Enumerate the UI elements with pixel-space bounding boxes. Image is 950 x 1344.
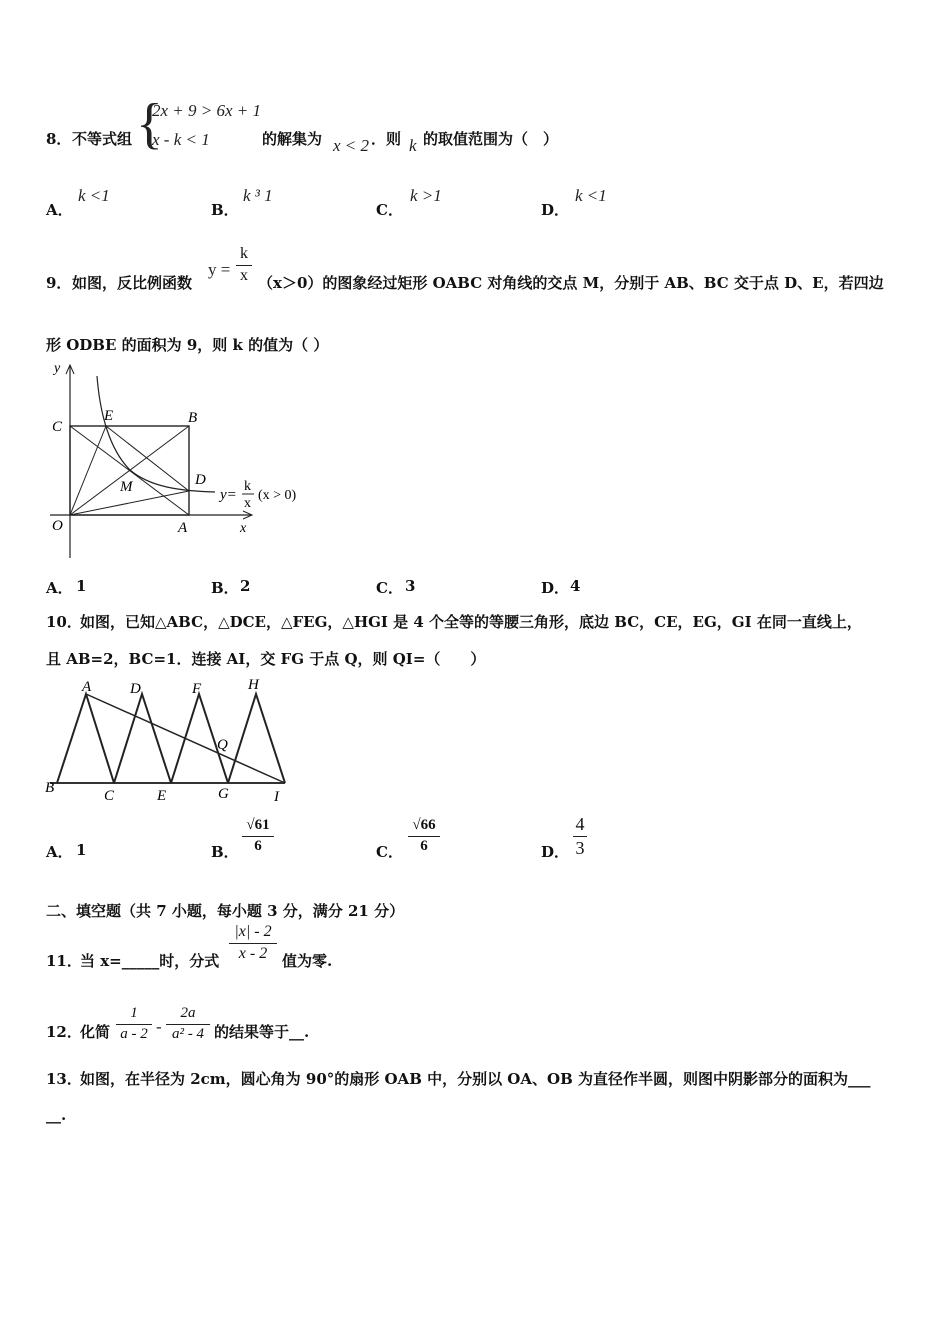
q8-stem-d: 的取值范围为（ ）: [423, 130, 559, 148]
q9-option-c-value: 3: [405, 577, 416, 595]
q10-option-b-denominator: 6: [254, 837, 262, 854]
q10-option-d-label: D．: [541, 843, 570, 861]
q9-curve-y: y=: [220, 487, 237, 503]
q9-figure: [40, 360, 320, 565]
q12-fraction-1-numerator: 1: [130, 1005, 138, 1021]
q10-option-d-denominator: 3: [575, 837, 585, 858]
q10-label-f: F: [192, 681, 202, 697]
q11-stem-a: 当 x=_____时，分式: [80, 952, 220, 970]
q8-option-d-label: D．: [541, 201, 570, 219]
q9-func-bar: [236, 265, 252, 266]
q11-stem-b: 值为零.: [282, 952, 333, 970]
q13-line-2: __.: [46, 1106, 67, 1124]
q12-fraction-2: [166, 1006, 210, 1043]
q9-stem-c: 形 ODBE 的面积为 9，则 k 的值为（ ）: [46, 336, 329, 354]
q10-option-c-numerator: √66: [412, 817, 436, 833]
q10-option-b-bar: [242, 836, 274, 837]
q11-bar: [229, 943, 277, 944]
q10-stem-a: 如图，已知△ABC，△DCE，△FEG，△HGI 是 4 个全等的等腰三角形，底边 BC，CE，EG，GI 在同一直线上，: [80, 613, 862, 631]
section-2-heading: 二、填空题（共 7 小题，每小题 3 分，满分 21 分）: [46, 902, 405, 920]
q12-fraction-2-denominator: a² - 4: [172, 1025, 204, 1042]
q9-option-c-label: C．: [376, 579, 403, 597]
q12-number: 12．: [46, 1023, 82, 1041]
q9-label-c: C: [52, 419, 63, 435]
q11-numerator: |x| - 2: [234, 923, 272, 940]
q9-func-y: y =: [208, 260, 231, 279]
q10-option-d-bar: [573, 836, 587, 837]
q10-option-b-numerator: √61: [246, 817, 270, 833]
q13-number: 13．: [46, 1070, 82, 1088]
q8-brace: {: [136, 93, 163, 155]
q9-label-e: E: [104, 408, 114, 424]
q8-option-c-expr: k >1: [410, 186, 442, 205]
q9-curve-domain: (x > 0): [258, 488, 297, 503]
q8-stem-a: 不等式组: [72, 130, 133, 148]
q10-option-d-fraction: [573, 815, 587, 858]
q12-fraction-1-denominator: a - 2: [120, 1025, 148, 1042]
q9-option-b-value: 2: [240, 577, 251, 595]
q11-denominator: x - 2: [238, 944, 268, 962]
q10-option-c-denominator: 6: [420, 837, 428, 854]
q9-func-numerator: k: [240, 245, 248, 262]
q8-option-b-label: B．: [211, 201, 239, 219]
q9-label-o: O: [52, 518, 63, 534]
q11-number: 11．: [46, 952, 82, 970]
q10-label-i: I: [274, 789, 279, 805]
q9-option-d-label: D．: [541, 579, 570, 597]
q8-stem-b: 的解集为: [262, 130, 323, 148]
q8-var-k: k: [409, 136, 417, 155]
q8-inequality-1: 2x + 9 > 6x + 1: [152, 101, 262, 120]
q10-label-c: C: [104, 788, 115, 804]
q13-line-1: 如图，在半径为 2cm，圆心角为 90°的扇形 OAB 中，分别以 OA、OB 为直径作半圆，则图中阴影部分的面积为___: [80, 1070, 871, 1088]
q8-option-c-label: C．: [376, 201, 403, 219]
q10-option-a-label: A．: [46, 843, 73, 861]
q10-option-c-label: C．: [376, 843, 403, 861]
q8-option-a-expr: k <1: [78, 186, 110, 205]
q9-label-x: x: [240, 521, 247, 536]
q9-label-b: B: [188, 410, 198, 426]
q10-option-c-fraction: [408, 818, 440, 855]
q12-stem-a: 化简: [80, 1023, 111, 1041]
q9-curve-denominator: x: [244, 496, 251, 511]
q9-option-b-label: B．: [211, 579, 239, 597]
q12-stem-b: 的结果等于__.: [214, 1023, 310, 1041]
q8-number: 8．: [46, 130, 72, 148]
q9-label-m: M: [120, 479, 133, 495]
q11-fraction: [229, 924, 277, 963]
q8-inequality-2: x - k < 1: [152, 130, 210, 149]
q10-label-q: Q: [217, 737, 228, 753]
q10-label-g: G: [218, 786, 229, 802]
q9-func-fraction: [236, 246, 252, 285]
q12-fraction-2-bar: [166, 1024, 210, 1025]
q10-number: 10．: [46, 613, 82, 631]
q12-fraction-2-numerator: 2a: [180, 1005, 196, 1021]
q8-option-b-expr: k ³ 1: [243, 186, 273, 205]
q10-label-e: E: [157, 788, 167, 804]
q12-minus: -: [156, 1017, 162, 1036]
q10-option-b-fraction: [242, 818, 274, 855]
q9-option-a-label: A．: [46, 579, 73, 597]
q10-label-d: D: [130, 681, 141, 697]
q10-triangle-dce: [114, 694, 171, 783]
q9-option-d-value: 4: [570, 577, 581, 595]
q10-option-b-label: B．: [211, 843, 239, 861]
q10-triangle-abc: [57, 694, 114, 783]
q9-stem-a: 如图，反比例函数: [72, 274, 193, 292]
q10-line-ai: [86, 694, 285, 783]
q10-label-b: B: [45, 780, 55, 796]
q9-func-denominator: x: [240, 266, 248, 284]
q12-fraction-1: [116, 1006, 152, 1043]
q8-solution: x < 2: [333, 136, 370, 155]
q9-stem-b: （x＞0）的图象经过矩形 OABC 对角线的交点 M，分别于 AB、BC 交于点 D、E，若四边: [258, 274, 884, 292]
q9-label-y: y: [54, 361, 61, 376]
q9-option-a-value: 1: [76, 577, 87, 595]
q9-curve-numerator: k: [244, 479, 251, 494]
q9-label-d: D: [195, 472, 206, 488]
q8-option-d-expr: k <1: [575, 186, 607, 205]
q10-option-d-numerator: 4: [575, 814, 585, 834]
q9-number: 9．: [46, 274, 72, 292]
q10-label-a: A: [82, 679, 92, 695]
q10-label-h: H: [248, 677, 259, 693]
q8-option-a-label: A．: [46, 201, 73, 219]
q10-option-a-value: 1: [76, 841, 87, 859]
q10-stem-b: 且 AB=2，BC=1．连接 AI，交 FG 于点 Q，则 QI=（ ）: [46, 650, 486, 668]
q10-figure: [40, 672, 295, 807]
q10-option-c-bar: [408, 836, 440, 837]
q12-fraction-1-bar: [116, 1024, 152, 1025]
q9-label-a: A: [178, 520, 188, 536]
q8-stem-c: ．则: [371, 130, 402, 148]
